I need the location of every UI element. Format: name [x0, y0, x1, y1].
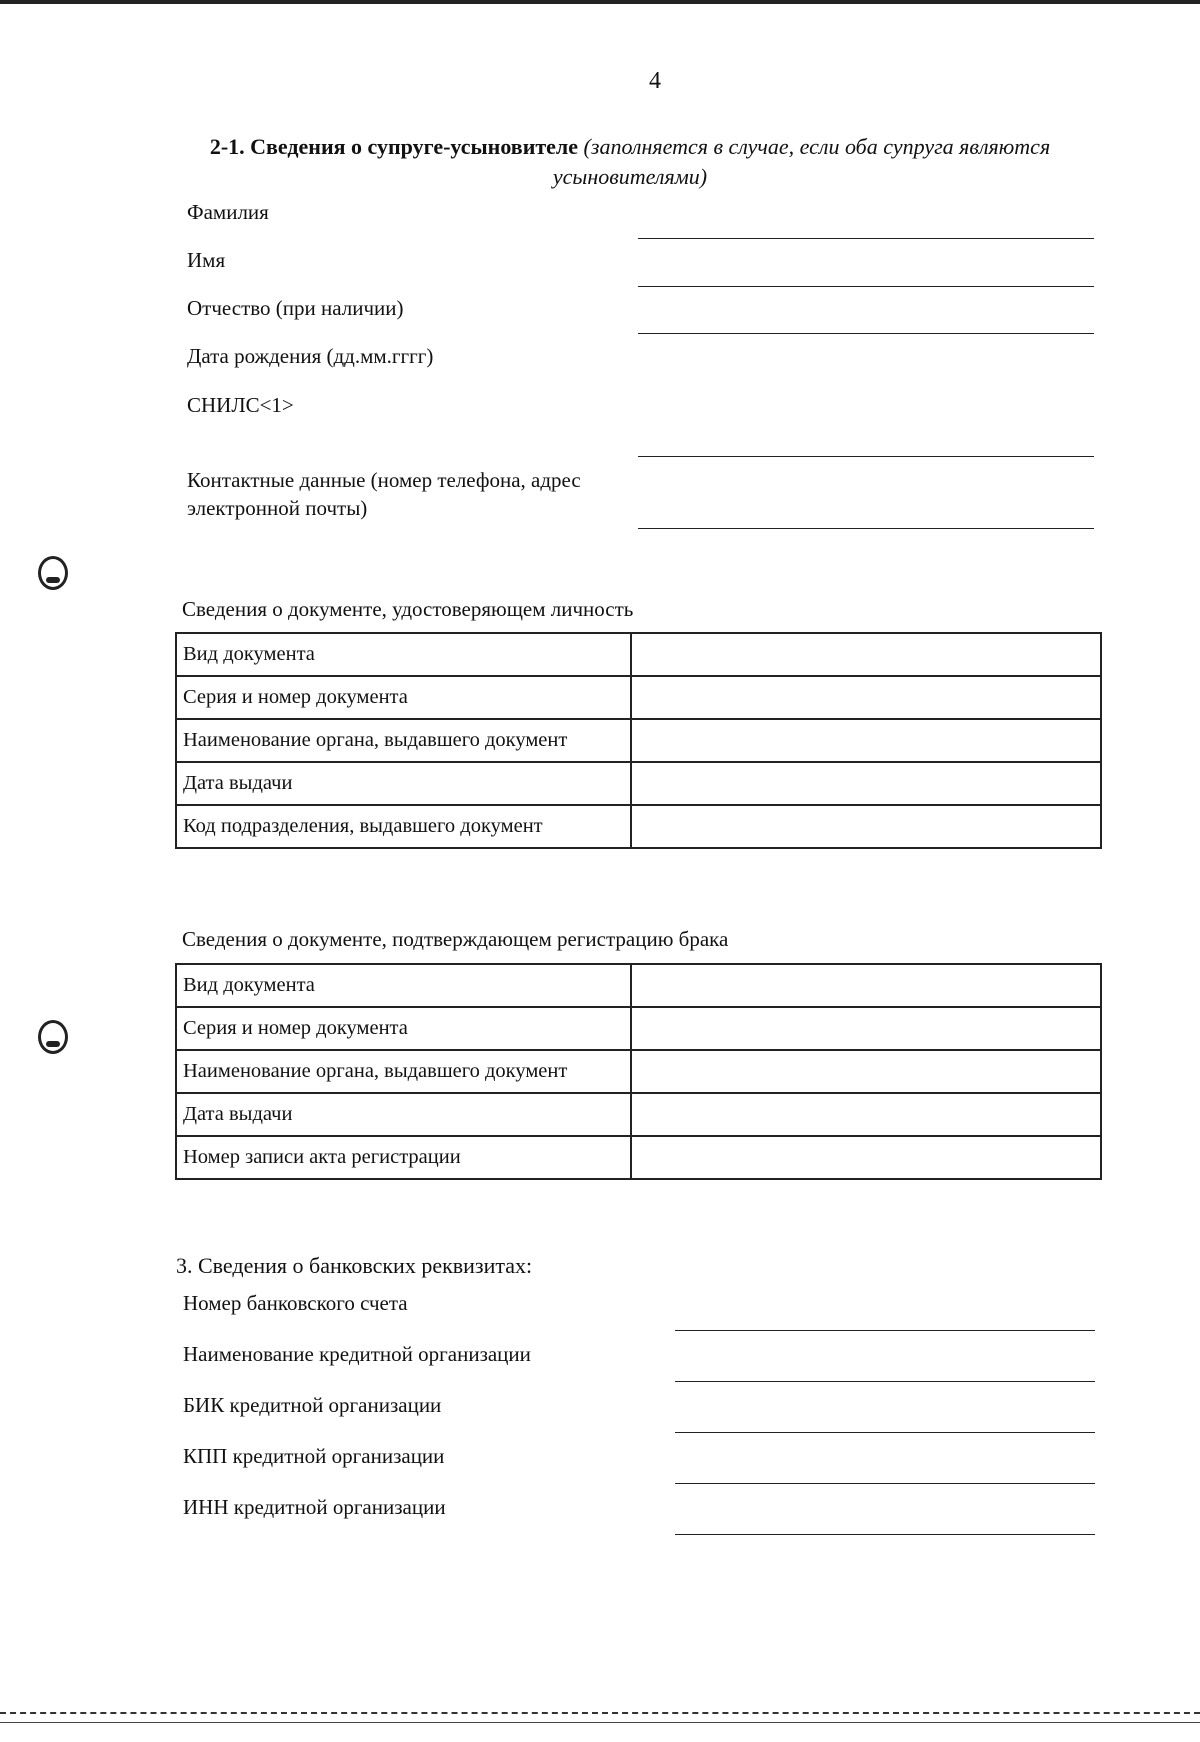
- table-row: [176, 719, 1101, 762]
- marriage-document-table: [175, 963, 1102, 1180]
- punch-hole-mark: [38, 1020, 68, 1054]
- bank-field-line-bank-name[interactable]: [675, 1381, 1095, 1382]
- section-title: 2-1. Сведения о супруге-усыновителе: [209, 134, 579, 159]
- field-line-surname[interactable]: [638, 238, 1094, 239]
- identity-document-caption: Сведения о документе, удостоверяющем личность: [182, 597, 634, 621]
- table-cell-label: Вид документа: [176, 633, 631, 676]
- field-line-snils[interactable]: [638, 456, 1094, 457]
- table-cell-label: Серия и номер документа: [176, 676, 631, 719]
- field-line-name[interactable]: [638, 286, 1094, 287]
- field-label-birth-date: Дата рождения (дд.мм.гггг): [187, 344, 434, 368]
- bank-field-label-inn: ИНН кредитной организации: [183, 1495, 446, 1519]
- table-cell-value[interactable]: [631, 719, 1101, 762]
- page-bottom-edge: [0, 1712, 1200, 1714]
- bank-field-line-kpp[interactable]: [675, 1483, 1095, 1484]
- table-cell-label: Код подразделения, выдавшего документ: [176, 805, 631, 848]
- bank-section-title: 3. Сведения о банковских реквизитах:: [176, 1253, 533, 1278]
- identity-document-table: [175, 632, 1102, 849]
- section-heading: [180, 132, 1080, 192]
- table-cell-label: Вид документа: [176, 964, 631, 1007]
- table-row: [176, 1093, 1101, 1136]
- punch-hole-mark: [38, 556, 68, 590]
- table-cell-value[interactable]: [631, 1050, 1101, 1093]
- bank-field-line-account[interactable]: [675, 1330, 1095, 1331]
- marriage-document-caption: Сведения о документе, подтверждающем регистрацию брака: [182, 927, 729, 951]
- table-cell-label: Номер записи акта регистрации: [176, 1136, 631, 1179]
- table-cell-value[interactable]: [631, 1007, 1101, 1050]
- bank-field-line-inn[interactable]: [675, 1534, 1095, 1535]
- table-cell-label: Дата выдачи: [176, 762, 631, 805]
- table-row: [176, 964, 1101, 1007]
- table-cell-value[interactable]: [631, 964, 1101, 1007]
- page-number: 4: [649, 68, 661, 94]
- table-row: [176, 633, 1101, 676]
- table-cell-value[interactable]: [631, 805, 1101, 848]
- bank-field-label-kpp: КПП кредитной организации: [183, 1444, 445, 1468]
- table-cell-value[interactable]: [631, 762, 1101, 805]
- bank-field-label-account: Номер банковского счета: [183, 1291, 408, 1315]
- field-line-contacts[interactable]: [638, 528, 1094, 529]
- table-row: [176, 676, 1101, 719]
- table-cell-value[interactable]: [631, 1136, 1101, 1179]
- table-cell-value[interactable]: [631, 1093, 1101, 1136]
- bank-field-label-bank-name: Наименование кредитной организации: [183, 1342, 531, 1366]
- bank-field-label-bik: БИК кредитной организации: [183, 1393, 442, 1417]
- table-row: [176, 1136, 1101, 1179]
- table-row: [176, 1007, 1101, 1050]
- table-row: [176, 762, 1101, 805]
- table-row: [176, 805, 1101, 848]
- field-label-snils: СНИЛС<1>: [187, 393, 294, 417]
- section-note: (заполняется в случае, если оба супруга являются усыновителями): [552, 134, 1051, 189]
- table-cell-label: Наименование органа, выдавшего документ: [176, 719, 631, 762]
- bank-field-line-bik[interactable]: [675, 1432, 1095, 1433]
- table-cell-value[interactable]: [631, 633, 1101, 676]
- table-row: [176, 1050, 1101, 1093]
- table-cell-label: Наименование органа, выдавшего документ: [176, 1050, 631, 1093]
- field-label-patronymic: Отчество (при наличии): [187, 296, 404, 320]
- table-cell-label: Дата выдачи: [176, 1093, 631, 1136]
- page-bottom-edge-line: [0, 1722, 1200, 1723]
- table-cell-value[interactable]: [631, 676, 1101, 719]
- table-cell-label: Серия и номер документа: [176, 1007, 631, 1050]
- field-label-surname: Фамилия: [187, 200, 269, 224]
- field-label-name: Имя: [187, 248, 226, 272]
- page-top-edge: [0, 0, 1200, 4]
- field-line-patronymic[interactable]: [638, 333, 1094, 334]
- field-label-contacts: Контактные данные (номер телефона, адрес электронной почты): [187, 468, 581, 520]
